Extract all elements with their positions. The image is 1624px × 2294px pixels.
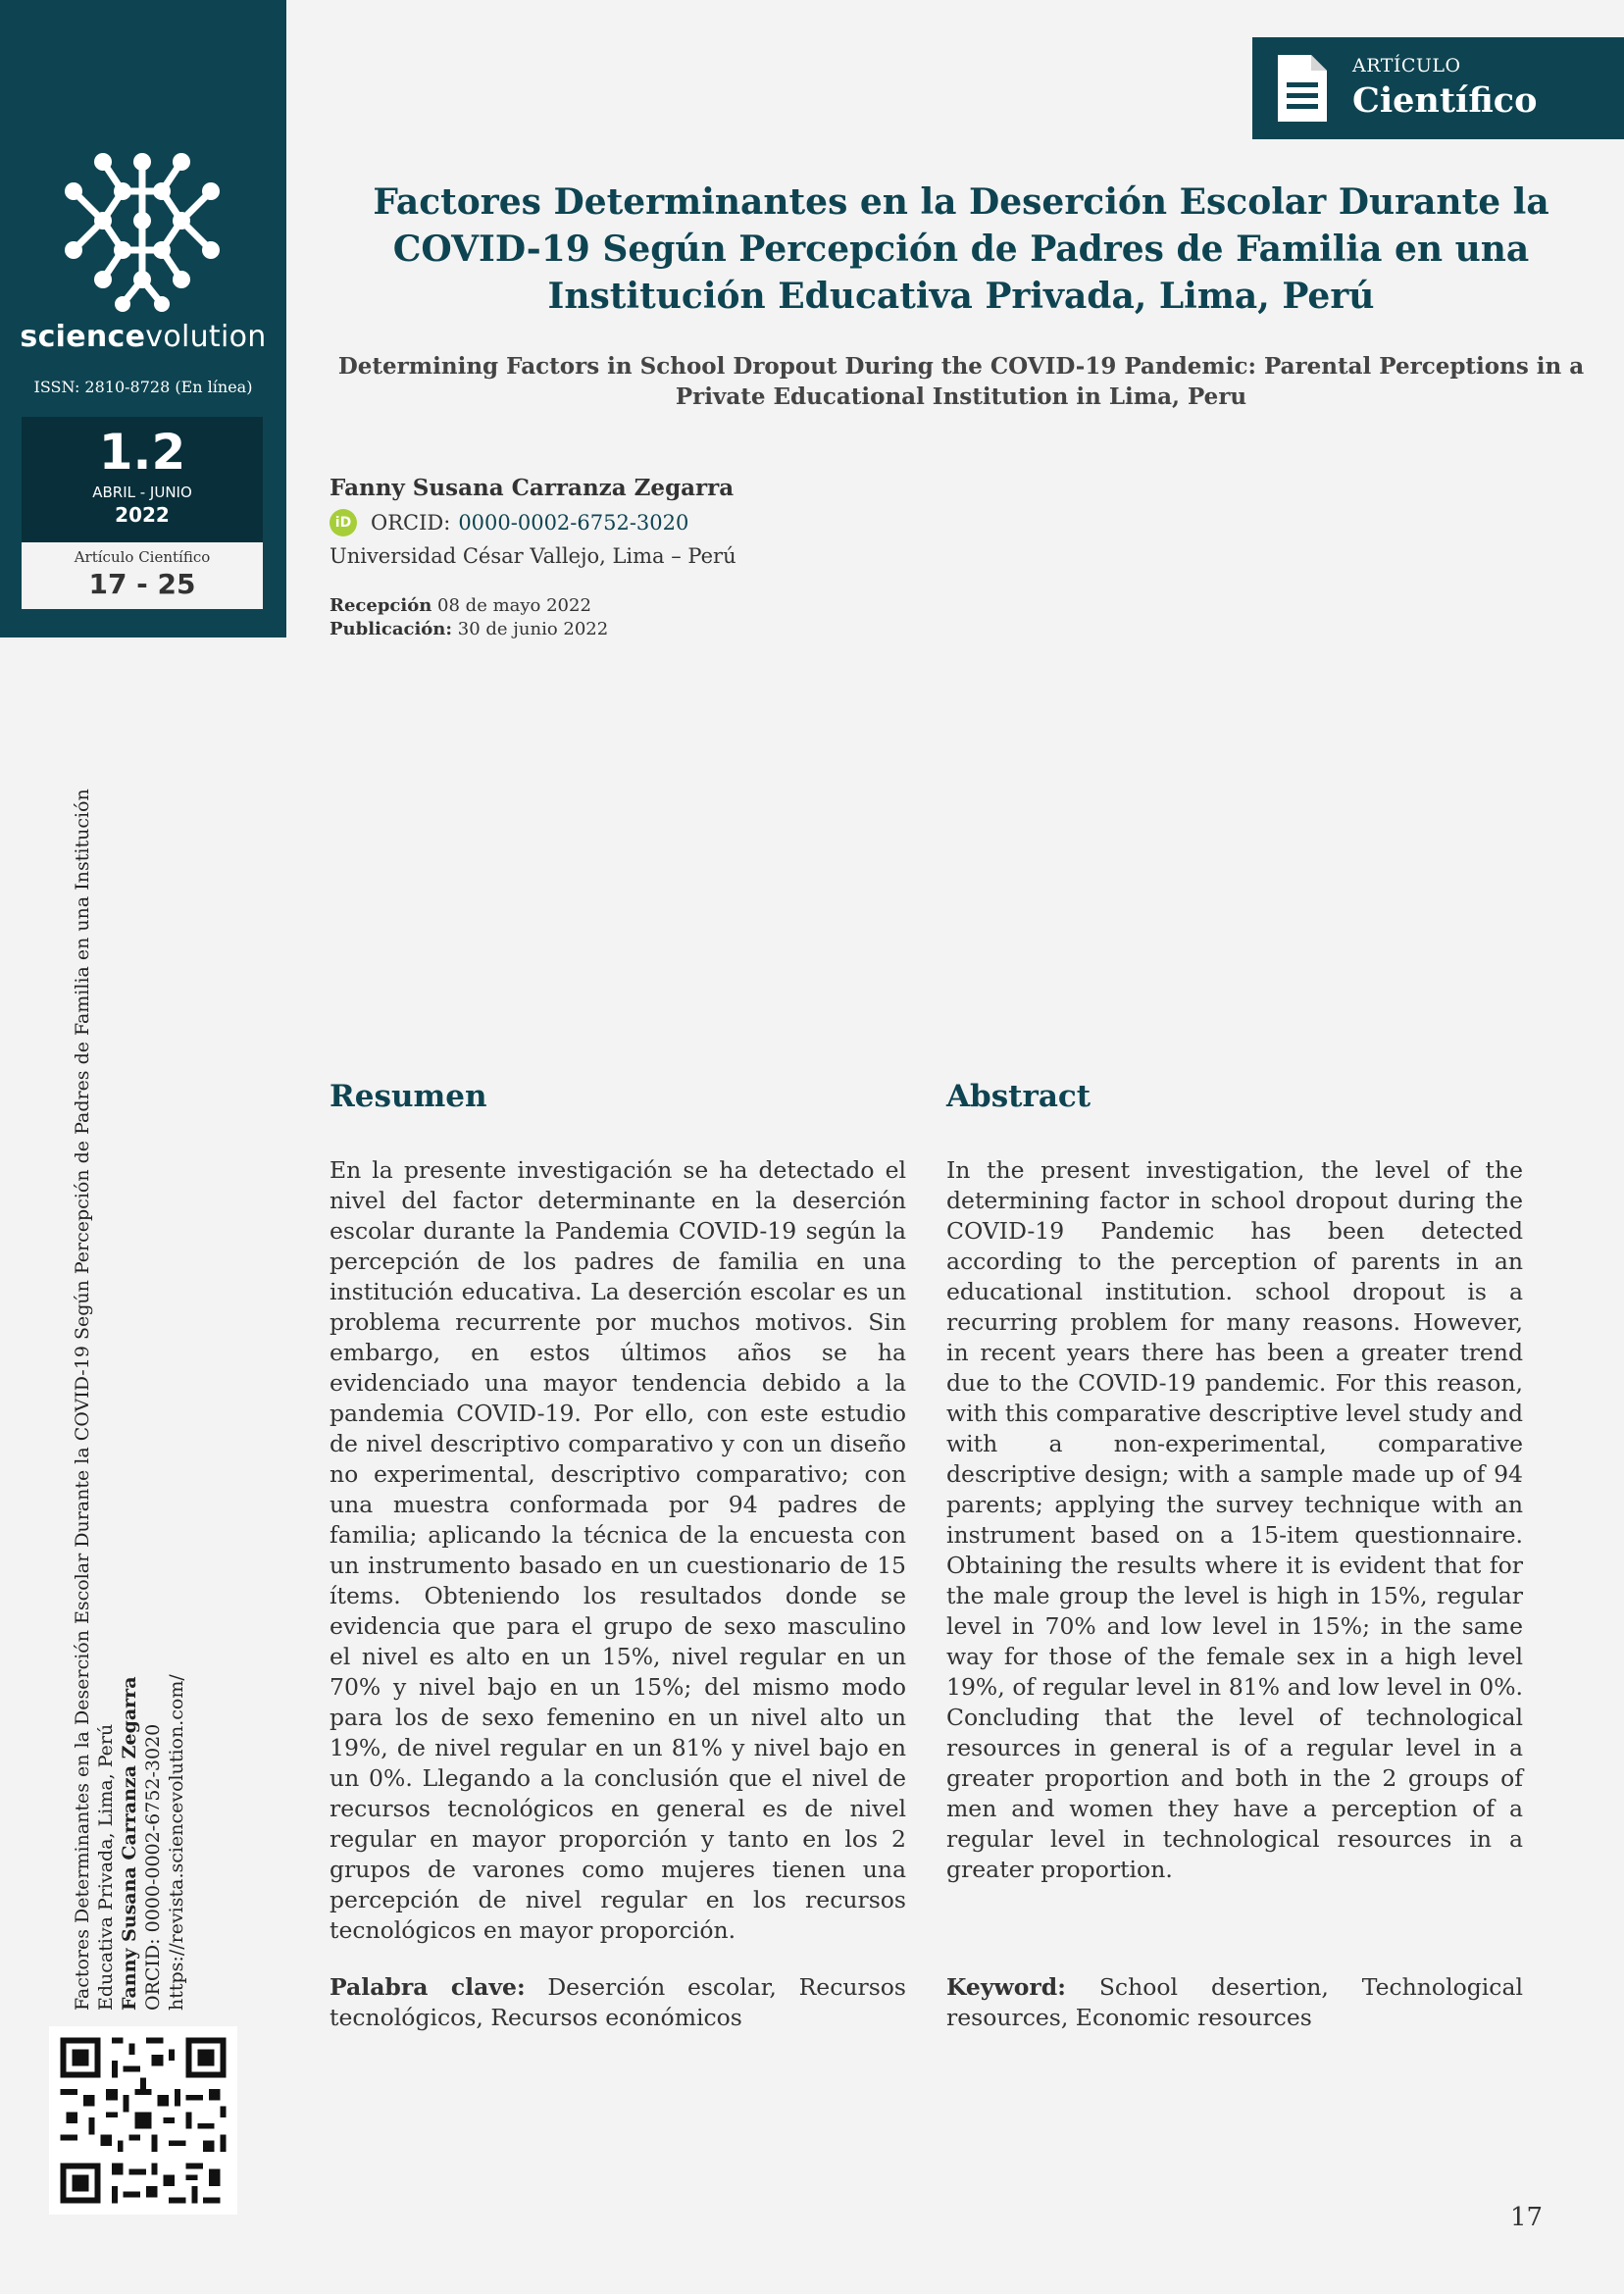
brand-name-bold: science <box>20 320 146 354</box>
reception-value: 08 de mayo 2022 <box>437 595 591 616</box>
keywords-label-es: Palabra clave: <box>330 1973 526 2001</box>
side-author: Fanny Susana Carranza Zegarra <box>119 1676 140 2011</box>
article-title-english: Determining Factors in School Dropout During the COVID-19 Pandemic: Parental Perceptions in a Private Educational Institution in Lima, Peru <box>337 353 1585 410</box>
document-icon <box>1274 53 1329 124</box>
orcid-row <box>330 509 688 536</box>
publication-label: Publicación: <box>330 619 453 639</box>
keywords-es: Deserción escolar, Recursos tecnológicos, Recursos económicos <box>330 1973 906 2031</box>
resumen-text: En la presente investigación se ha detectado el nivel del factor determinante en la deserción escolar durante la Pandemia COVID-19 según la percepción de los padres de familia en una institución educativa. La deserción escolar es un problema recurrente por muchos motivos. Sin embargo, en estos últimos años se ha evidenciado una mayor tendencia debido a la pandemia COVID-19. Por ello, con este estudio de nivel descriptivo comparativo y con un diseño no experimental, descriptivo comparativo; con una muestra conformada por 94 padres de familia; aplicando la técnica de la encuesta con un instrumento basado en un cuestionario de 15 ítems. Obteniendo los resultados donde se evidencia que para el grupo de sexo masculino el nivel es alto en un 15%, nivel regular en un 70% y nivel bajo en un 15%; del mismo modo para los de sexo femenino en un nivel alto un 19%, de nivel regular en un 81% y nivel bajo en un 0%. Llegando a la conclusión que el nivel de recursos tecnológicos en general es de nivel regular en mayor proporción y tanto en los 2 grupos de varones como mujeres tienen una percepción de nivel regular en los recursos tecnológicos en mayor proporción. <box>330 1156 906 1944</box>
vertical-citation <box>71 736 188 2011</box>
issn: ISSN: 2810-8728 (En línea) <box>33 378 253 396</box>
badge-kicker: ARTÍCULO <box>1352 55 1461 76</box>
orcid-icon: iD <box>330 509 357 536</box>
resumen-keywords <box>330 1972 906 2033</box>
badge-title: Científico <box>1352 80 1538 121</box>
sciencevolution-logo-icon <box>59 147 226 314</box>
reception-label: Recepción <box>330 595 432 616</box>
issue-year: 2022 <box>115 503 170 527</box>
resumen-heading: Resumen <box>330 1079 487 1114</box>
reception-date <box>330 594 608 618</box>
side-citation-line2: Educativa Privada, Lima, Perú <box>95 1723 117 2011</box>
issue-box <box>22 417 263 542</box>
article-type-badge <box>1252 37 1624 139</box>
pages-range: 17 - 25 <box>88 568 196 600</box>
brand-name-light: volution <box>145 320 267 354</box>
issue-number: 1.2 <box>98 424 186 481</box>
issue-months: ABRIL - JUNIO <box>92 484 192 501</box>
abstract-text: In the present investigation, the level of the determining factor in school dropout during the COVID-19 Pandemic has been detected according to the perception of parents in an educational institution. school dropout is a recurring problem for many reasons. However, in recent years there has been a greater trend due to the COVID-19 pandemic. For this reason, with this comparative descriptive level study and with a non-experimental, comparative descriptive design; with a sample made up of 94 parents; applying the survey technique with an instrument based on a 15-item questionnaire. Obtaining the results where it is evident that for the male group the level is high in 15%, regular level in 70% and low level in 15%; in the same way for those of the female sex in a high level 19%, of regular level in 81% and low level in 0%. Concluding that the level of technological resources in general is of a regular level in a greater proportion and both in the 2 groups of men and women they have a perception of a regular level in technological resources in a greater proportion. <box>946 1156 1523 1883</box>
qr-code-icon[interactable] <box>49 2026 237 2215</box>
orcid-label: ORCID: <box>371 511 451 535</box>
keywords-en: School desertion, Technological resources, Economic resources <box>946 1973 1523 2031</box>
abstract-heading: Abstract <box>946 1079 1091 1114</box>
page-number: 17 <box>1510 2203 1544 2232</box>
article-title-spanish: Factores Determinantes en la Deserción Escolar Durante la COVID-19 Según Percepción de Padres de Familia en una Institución Educativa Privada, Lima, Perú <box>373 181 1549 317</box>
brand-name <box>0 320 286 354</box>
side-orcid: ORCID: 0000-0002-6752-3020 <box>142 1723 164 2011</box>
abstract-keywords <box>946 1972 1523 2033</box>
submission-dates <box>330 594 608 641</box>
side-citation-line1: Factores Determinantes en la Deserción Escolar Durante la COVID-19 Según Percepción de Padres de Familia en una Institución <box>72 789 93 2011</box>
orcid-link[interactable]: 0000-0002-6752-3020 <box>458 511 689 535</box>
side-url[interactable]: https://revista.sciencevolution.com/ <box>166 1674 187 2011</box>
publication-value: 30 de junio 2022 <box>457 619 609 639</box>
publication-date <box>330 618 608 641</box>
author-name: Fanny Susana Carranza Zegarra <box>330 475 735 501</box>
pages-label: Artículo Científico <box>74 548 211 566</box>
pages-box <box>22 542 263 609</box>
journal-sidebar <box>0 0 286 637</box>
keywords-label-en: Keyword: <box>946 1973 1066 2001</box>
author-affiliation: Universidad César Vallejo, Lima – Perú <box>330 544 736 568</box>
